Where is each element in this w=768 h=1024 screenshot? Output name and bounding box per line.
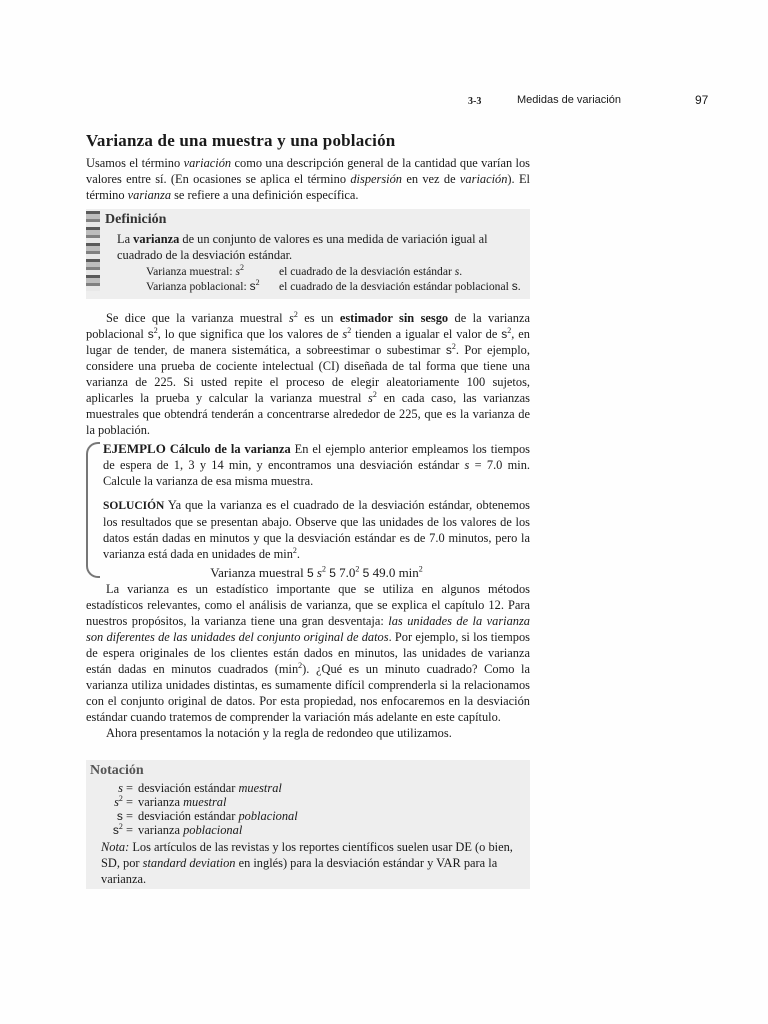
variance-discussion: La varianza es un estadístico importante que se utiliza en algunos métodos estadísticos relevantes, como el análisis de varianza, que se explica el capítulo 12. Para nuestros propósitos, la varianza tiene una gran desventaja: las unidades de la varianza son diferentes de las unidades del conjunto original de datos. Por ejemplo, si los tiempos de espera originales de los clientes están dados en minutos, las unidades de varianza están dadas en minutos cuadrados $(\min^2)$. ¿Qué es un minuto cuadrado? Como la varianza utiliza unidades distintas, es sumamente difícil comprenderla si la relacionamos con el conjunto original de datos. Por esta propiedad, nos enfocaremos en la desviación estándar cuando tratemos de comprender la variación más adelante en este capítulo. Ahora presentamos la notación y la regla de redondeo que utilizamos. bbox=[86, 582, 530, 740]
notation-desc: desviación estándar muestral bbox=[138, 781, 282, 795]
section-number: 3-3 bbox=[468, 96, 482, 107]
section-title: Medidas de variación bbox=[517, 94, 621, 106]
estimator-paragraph: Se dice que la varianza muestral $s^2$ es un estimador sin sesgo de la varianza poblacional $s^2$, lo que significa que los valores de $s^2$ tienden a igualar el valor de $s^2$, en lugar de tender, de manera sistemática, a sobreestimar o subestimar $s^2$. Por ejemplo, considere una prueba de cociente intelectual (CI) diseñada de tal forma que tiene una varianza de 225. Si usted repite el proceso de elegir aleatoriamente 100 sujetos, aplicarles la prueba y calcular la varianza muestral $s^2$ en cada caso, las varianzas muestrales que obtendrá tenderán a concentrarse alrededor de 225, que es la varianza de la población. bbox=[86, 309, 530, 437]
notation-desc: desviación estándar poblacional bbox=[138, 809, 298, 823]
notation-title: Notación bbox=[90, 763, 144, 778]
notation-note: Nota: Los artículos de las revistas y los reportes científicos suelen usar DE (o bien, SD, por standard deviation en inglés) para la desviación estándar y VAR para la varianza. bbox=[101, 840, 513, 886]
variance-formula: Varianza muestral 5 $s^2$ 5 $7.0^2$ 5 49.0 $\min^2$ bbox=[210, 564, 423, 580]
notation-desc: varianza poblacional bbox=[138, 823, 243, 837]
example-solution: SOLUCIÓN Ya que la varianza es el cuadrado de la desviación estándar, obtenemos los resultados que se presentan abajo. Observe que las unidades de los valores de los datos están dadas en minutos y que la desviación estándar es de 7.0 minutos, pero la varianza está dada en unidades de $\min^2$. bbox=[103, 498, 530, 561]
definition-sample-label: Varianza muestral: $s^2$ bbox=[146, 263, 245, 278]
definition-population-desc: el cuadrado de la desviación estándar poblacional s. bbox=[279, 279, 521, 293]
definition-title: Definición bbox=[105, 212, 167, 227]
example-box bbox=[103, 441, 530, 581]
definition-sample-desc: el cuadrado de la desviación estándar s. bbox=[279, 265, 463, 278]
notation-desc: varianza muestral bbox=[138, 795, 227, 809]
page-heading: Varianza de una muestra y una población bbox=[86, 131, 396, 150]
example-statement: EJEMPLO Cálculo de la varianza En el ejemplo anterior empleamos los tiempos de espera de 1, 3 y 14 min, y encontramos una desviación estándar s = 7.0 min. Calcule la varianza de esa misma muestra. bbox=[103, 441, 530, 488]
notation-symbol: s = bbox=[118, 781, 133, 795]
running-head bbox=[0, 94, 768, 110]
definition-population-label: Varianza poblacional: $s^2$ bbox=[146, 278, 260, 293]
definition-box bbox=[86, 209, 530, 299]
intro-paragraph: Usamos el término variación como una descripción general de la cantidad que varían los valores entre sí. (En ocasiones se aplica el término dispersión en vez de variación). El término varianza se refiere a una definición específica. bbox=[86, 156, 530, 202]
page-number: 97 bbox=[695, 93, 709, 107]
notation-box bbox=[86, 760, 530, 889]
notation-symbol: $s^2$ = bbox=[112, 821, 133, 837]
definition-stripe-icon bbox=[86, 211, 100, 291]
notation-symbol: s = bbox=[116, 809, 133, 823]
definition-text: La varianza de un conjunto de valores es una medida de variación igual al cuadrado de la desviación estándar. bbox=[117, 232, 488, 262]
notation-intro: Ahora presentamos la notación y la regla de redondeo que utilizamos. bbox=[106, 726, 452, 740]
example-bracket-icon bbox=[86, 442, 100, 578]
notation-symbol: $s^2$ = bbox=[114, 793, 133, 809]
